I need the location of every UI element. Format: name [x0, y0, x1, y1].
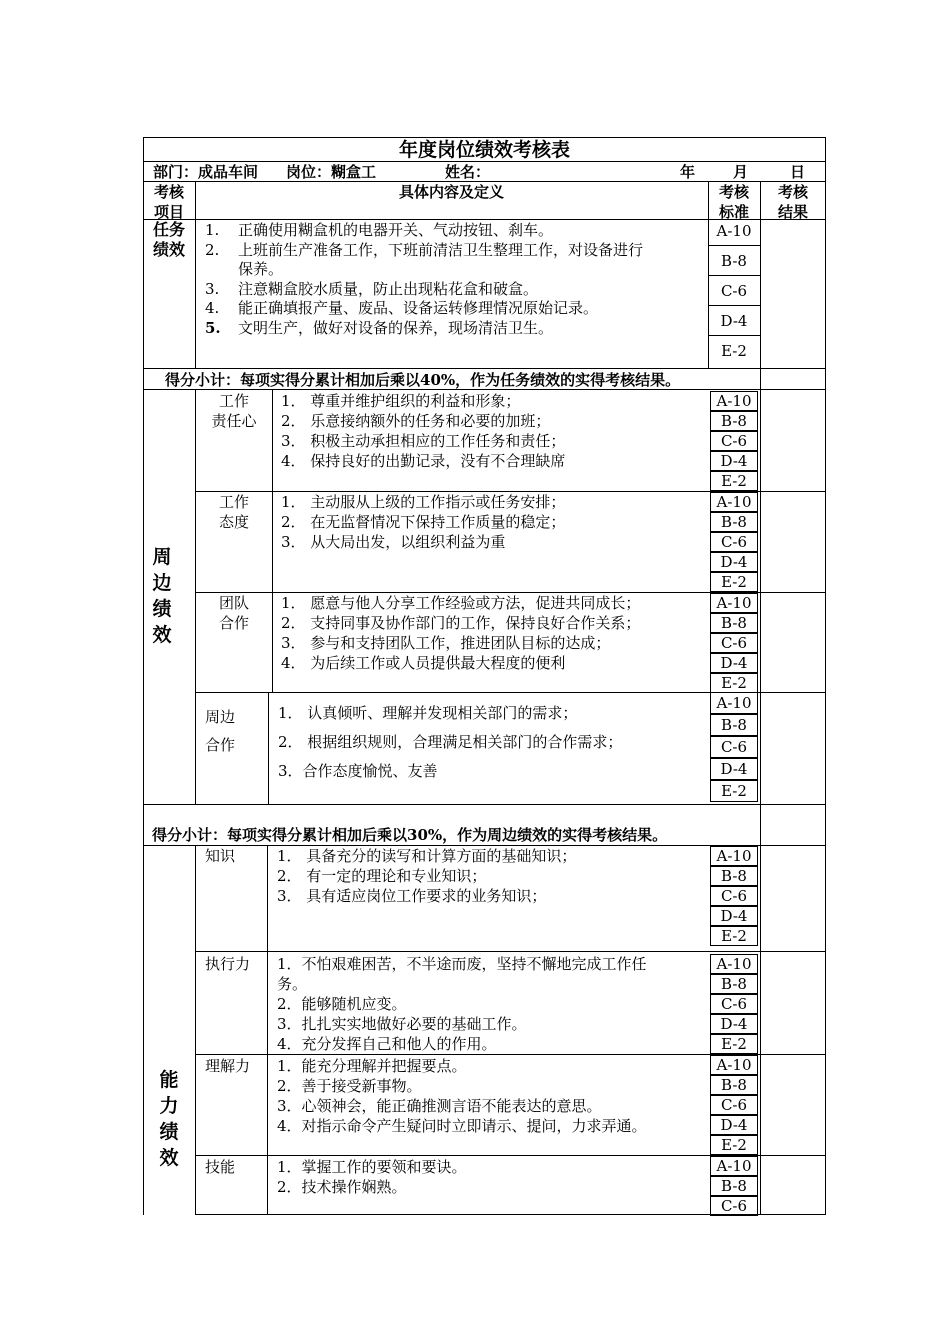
task-item-num: 4.: [205, 299, 220, 317]
group-item: 3． 积极主动承担相应的工作任务和责任；: [281, 432, 566, 450]
group-name: 技能: [205, 1158, 236, 1176]
group-item: 3． 从大局出发，以组织利益为重: [281, 533, 506, 551]
task-item-text-cont: 保养。: [238, 260, 284, 278]
grade-a: A-10: [710, 692, 758, 714]
grade-c: C-6: [720, 282, 748, 300]
grade-a: A-10: [710, 593, 758, 613]
group-item: 4．对指示命令产生疑问时立即请示、提问，力求弄通。: [277, 1117, 647, 1135]
group-item: 2． 在无监督情况下保持工作质量的稳定；: [281, 513, 566, 531]
grade-e: E-2: [710, 673, 758, 693]
group-item: 3． 具有适应岗位工作要求的业务知识；: [277, 887, 547, 905]
grade-d: D-4: [710, 1014, 758, 1034]
grade-b: B-8: [710, 974, 758, 994]
task-item-num: 1.: [205, 221, 220, 239]
group-item: 1．掌握工作的要领和要诀。: [277, 1158, 467, 1176]
grade-a: A-10: [710, 1156, 758, 1176]
group-item: 3．合作态度愉悦、友善: [278, 762, 438, 780]
task-item-num: 2.: [205, 241, 220, 259]
ability-label: 能 力 绩 效: [159, 1069, 179, 1169]
grade-b: B-8: [710, 613, 758, 633]
grade-d: D-4: [710, 552, 758, 572]
grade-b: B-8: [710, 866, 758, 886]
group-item: 2．技术操作娴熟。: [277, 1178, 407, 1196]
header-standard: 考核 标准: [718, 183, 749, 221]
grade-e: E-2: [721, 342, 747, 360]
grade-a: A-10: [710, 391, 758, 411]
grade-e: E-2: [710, 1135, 758, 1155]
task-label: 任务 绩效: [152, 220, 185, 259]
grade-c: C-6: [710, 994, 758, 1014]
group-item: 1． 主动服从上级的工作指示或任务安排；: [281, 493, 566, 511]
day-label: 日: [790, 163, 806, 181]
grade-a: A-10: [710, 1055, 758, 1075]
grade-c: C-6: [710, 633, 758, 653]
group-item: 2． 根据组织规则，合理满足相关部门的合作需求；: [278, 733, 623, 751]
group-item: 2． 支持同事及协作部门的工作，保持良好合作关系；: [281, 614, 641, 632]
grade-b: B-8: [721, 252, 747, 270]
group-item: 2． 乐意接纳额外的任务和必要的加班；: [281, 412, 551, 430]
grade-a: A-10: [716, 222, 752, 240]
grade-c: C-6: [710, 431, 758, 451]
dept-label: 部门：成品车间: [153, 163, 259, 181]
grade-c: C-6: [710, 736, 758, 758]
task-item-text: 注意糊盒胶水质量，防止出现粘花盒和破盒。: [238, 280, 539, 298]
peripheral-label: 周 边 绩 效: [152, 546, 172, 646]
grade-d: D-4: [710, 906, 758, 926]
name-label: 姓名：: [445, 163, 491, 181]
grade-d: D-4: [710, 758, 758, 780]
grade-e: E-2: [710, 572, 758, 592]
grade-c: C-6: [710, 1196, 758, 1216]
group-item: 1．不怕艰难困苦，不半途而废，坚持不懈地完成工作任: [277, 955, 647, 973]
grade-c: C-6: [710, 1095, 758, 1115]
group-item: 4．充分发挥自己和他人的作用。: [277, 1035, 497, 1053]
task-item-text: 上班前生产准备工作，下班前清洁卫生整理工作，对设备进行: [238, 241, 644, 259]
task-item-text: 能正确填报产量、废品、设备运转修理情况原始记录。: [238, 299, 599, 317]
header-item: 考核 项目: [153, 183, 184, 221]
group-item: 1． 具备充分的读写和计算方面的基础知识；: [277, 847, 577, 865]
grade-e: E-2: [710, 1034, 758, 1054]
grade-a: A-10: [710, 492, 758, 512]
grade-e: E-2: [710, 780, 758, 802]
group-item: 1． 愿意与他人分享工作经验或方法，促进共同成长；: [281, 594, 641, 612]
group-item: 1． 认真倾听、理解并发现相关部门的需求；: [278, 704, 578, 722]
post-label: 岗位：糊盒工: [286, 163, 377, 181]
grade-d: D-4: [710, 1115, 758, 1135]
task-item-text: 正确使用糊盒机的电器开关、气动按钮、刹车。: [238, 221, 554, 239]
grade-c: C-6: [710, 886, 758, 906]
grade-b: B-8: [710, 1176, 758, 1196]
group-item: 2．能够随机应变。: [277, 995, 407, 1013]
month-label: 月: [733, 163, 749, 181]
grade-b: B-8: [710, 411, 758, 431]
grade-a: A-10: [710, 846, 758, 866]
group-item: 3．扎扎实实地做好必要的基础工作。: [277, 1015, 527, 1033]
task-item-num: 5.: [205, 319, 221, 337]
group-name: 周边 合作: [205, 708, 236, 754]
group-item: 务。: [277, 975, 308, 993]
header-content: 具体内容及定义: [398, 183, 504, 201]
group-item: 1． 尊重并维护组织的利益和形象；: [281, 392, 521, 410]
group-name: 团队 合作: [218, 594, 249, 632]
group-item: 4． 为后续工作或人员提供最大程度的便利: [281, 654, 566, 672]
grade-a: A-10: [710, 954, 758, 974]
grade-c: C-6: [710, 532, 758, 552]
grade-d: D-4: [710, 653, 758, 673]
group-item: 2．善于接受新事物。: [277, 1077, 422, 1095]
group-name: 知识: [205, 847, 236, 865]
group-name: 工作 态度: [218, 493, 249, 531]
group-item: 4． 保持良好的出勤记录，没有不合理缺席: [281, 452, 566, 470]
task-item-num: 3.: [205, 280, 220, 298]
year-label: 年: [680, 163, 696, 181]
group-item: 3． 参与和支持团队工作，推进团队目标的达成；: [281, 634, 611, 652]
form-title: 年度岗位绩效考核表: [398, 139, 570, 161]
grade-b: B-8: [710, 1075, 758, 1095]
grade-e: E-2: [710, 926, 758, 946]
grade-b: B-8: [710, 512, 758, 532]
peripheral-subtotal: 得分小计：每项实得分累计相加后乘以30%，作为周边绩效的实得考核结果。: [152, 826, 668, 844]
group-name: 工作 责任心: [211, 392, 257, 430]
grade-b: B-8: [710, 714, 758, 736]
header-result: 考核 结果: [777, 183, 808, 221]
group-name: 执行力: [205, 955, 251, 973]
task-subtotal: 得分小计：每项实得分累计相加后乘以40%，作为任务绩效的实得考核结果。: [165, 371, 681, 389]
group-item: 1．能充分理解并把握要点。: [277, 1057, 467, 1075]
task-item-text: 文明生产，做好对设备的保养，现场清洁卫生。: [238, 319, 554, 337]
grade-d: D-4: [710, 451, 758, 471]
group-item: 3．心领神会，能正确推测言语不能表达的意思。: [277, 1097, 602, 1115]
grade-d: D-4: [720, 312, 748, 330]
group-name: 理解力: [205, 1057, 251, 1075]
grade-e: E-2: [710, 471, 758, 491]
group-item: 2． 有一定的理论和专业知识；: [277, 867, 487, 885]
